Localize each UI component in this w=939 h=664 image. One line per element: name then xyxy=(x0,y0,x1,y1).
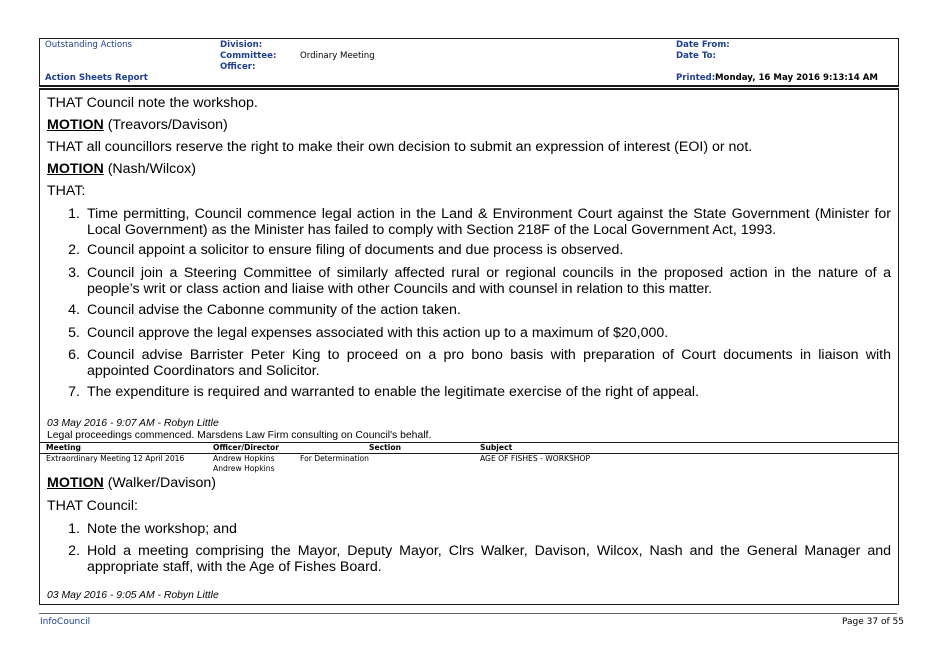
note-text: Legal proceedings commenced. Marsdens Law Firm consulting on Council's behalf. xyxy=(47,430,432,441)
intro-resolution: THAT Council note the workshop. xyxy=(47,95,258,111)
item-number: 6. xyxy=(68,347,80,363)
motion-movers: (Walker/Davison) xyxy=(103,475,216,491)
item-text: Council appoint a solicitor to ensure filing of documents and due process is observed. xyxy=(87,242,624,258)
report-type: Action Sheets Report xyxy=(45,73,148,83)
committee-label: Committee: xyxy=(220,51,277,61)
motion-word: MOTION xyxy=(47,117,104,133)
footer-brand: InfoCouncil xyxy=(40,617,91,627)
footer-divider xyxy=(39,613,897,614)
date-to-label: Date To: xyxy=(676,51,716,61)
item-text: Time permitting, Council commence legal action in the Land & Environment Court against the State Government (Minister for Local Government) as the Minister has failed to comply with Section 218F of the Local Government Act, 1993. xyxy=(87,206,891,238)
item-text: Note the workshop; and xyxy=(87,521,237,537)
item-number: 2. xyxy=(68,543,80,559)
note-timestamp: 03 May 2016 - 9:05 AM - Robyn Little xyxy=(47,590,219,601)
item-text: Council join a Steering Committee of similarly affected rural or regional councils in the proposed action in the nature of a people’s writ or class action and liaise with other Councils and with counsel in relation to this matter. xyxy=(87,265,891,297)
item-text: Hold a meeting comprising the Mayor, Deputy Mayor, Clrs Walker, Davison, Wilcox, Nash and the General Manager and appropriate staff, with the Age of Fishes Board. xyxy=(87,543,891,575)
motion-heading-2 xyxy=(47,161,196,178)
report-name: Outstanding Actions xyxy=(45,40,133,50)
item-text: Council advise the Cabonne community of the action taken. xyxy=(87,302,461,318)
committee-value: Ordinary Meeting xyxy=(300,51,375,61)
motion-heading-1 xyxy=(47,117,228,134)
report-header xyxy=(39,38,899,87)
item-number: 7. xyxy=(68,384,80,400)
item-number: 5. xyxy=(68,325,80,341)
item-text: The expenditure is required and warranted to enable the legitimate exercise of the right of appeal. xyxy=(87,384,700,400)
officer-label: Officer: xyxy=(220,62,256,72)
item-number: 3. xyxy=(68,265,80,281)
printed-value: Monday, 16 May 2016 9:13:14 AM xyxy=(715,73,878,83)
col-officer: Officer/Director xyxy=(213,443,279,452)
item-number: 2. xyxy=(68,242,80,258)
page-number: Page 37 of 55 xyxy=(842,617,904,627)
printed-label: Printed: xyxy=(676,73,716,83)
cell-subject: AGE OF FISHES - WORKSHOP xyxy=(480,454,591,463)
motion-text-1: THAT all councillors reserve the right to make their own decision to submit an expression of interest (EOI) or not. xyxy=(47,139,753,155)
note-timestamp: 03 May 2016 - 9:07 AM - Robyn Little xyxy=(47,418,219,429)
table-row xyxy=(40,454,898,476)
item-number: 1. xyxy=(68,206,80,222)
col-section: Section xyxy=(369,443,401,452)
division-label: Division: xyxy=(220,40,263,50)
item-number: 1. xyxy=(68,521,80,537)
that-council-label: THAT Council: xyxy=(47,498,138,514)
cell-director: Andrew Hopkins xyxy=(213,464,275,473)
motion-heading-3 xyxy=(47,475,216,492)
motion-word: MOTION xyxy=(47,475,104,491)
motion-movers: (Nash/Wilcox) xyxy=(103,161,196,177)
item-text: Council approve the legal expenses associated with this action up to a maximum of $20,000. xyxy=(87,325,669,341)
that-label: THAT: xyxy=(47,183,86,199)
motion-word: MOTION xyxy=(47,161,104,177)
date-from-label: Date From: xyxy=(676,40,730,50)
cell-section: For Determination xyxy=(300,454,369,463)
action-sheet-body xyxy=(39,88,899,605)
item-text: Council advise Barrister Peter King to proceed on a pro bono basis with preparation of Court documents in liaison with appointed Coordinators and Solicitor. xyxy=(87,347,891,379)
col-subject: Subject xyxy=(480,443,513,452)
cell-officer: Andrew Hopkins xyxy=(213,454,275,463)
cell-meeting: Extraordinary Meeting 12 April 2016 xyxy=(46,454,185,463)
item-number: 4. xyxy=(68,302,80,318)
meeting-table-header xyxy=(40,442,898,454)
motion-movers: (Treavors/Davison) xyxy=(103,117,228,133)
col-meeting: Meeting xyxy=(46,443,81,452)
